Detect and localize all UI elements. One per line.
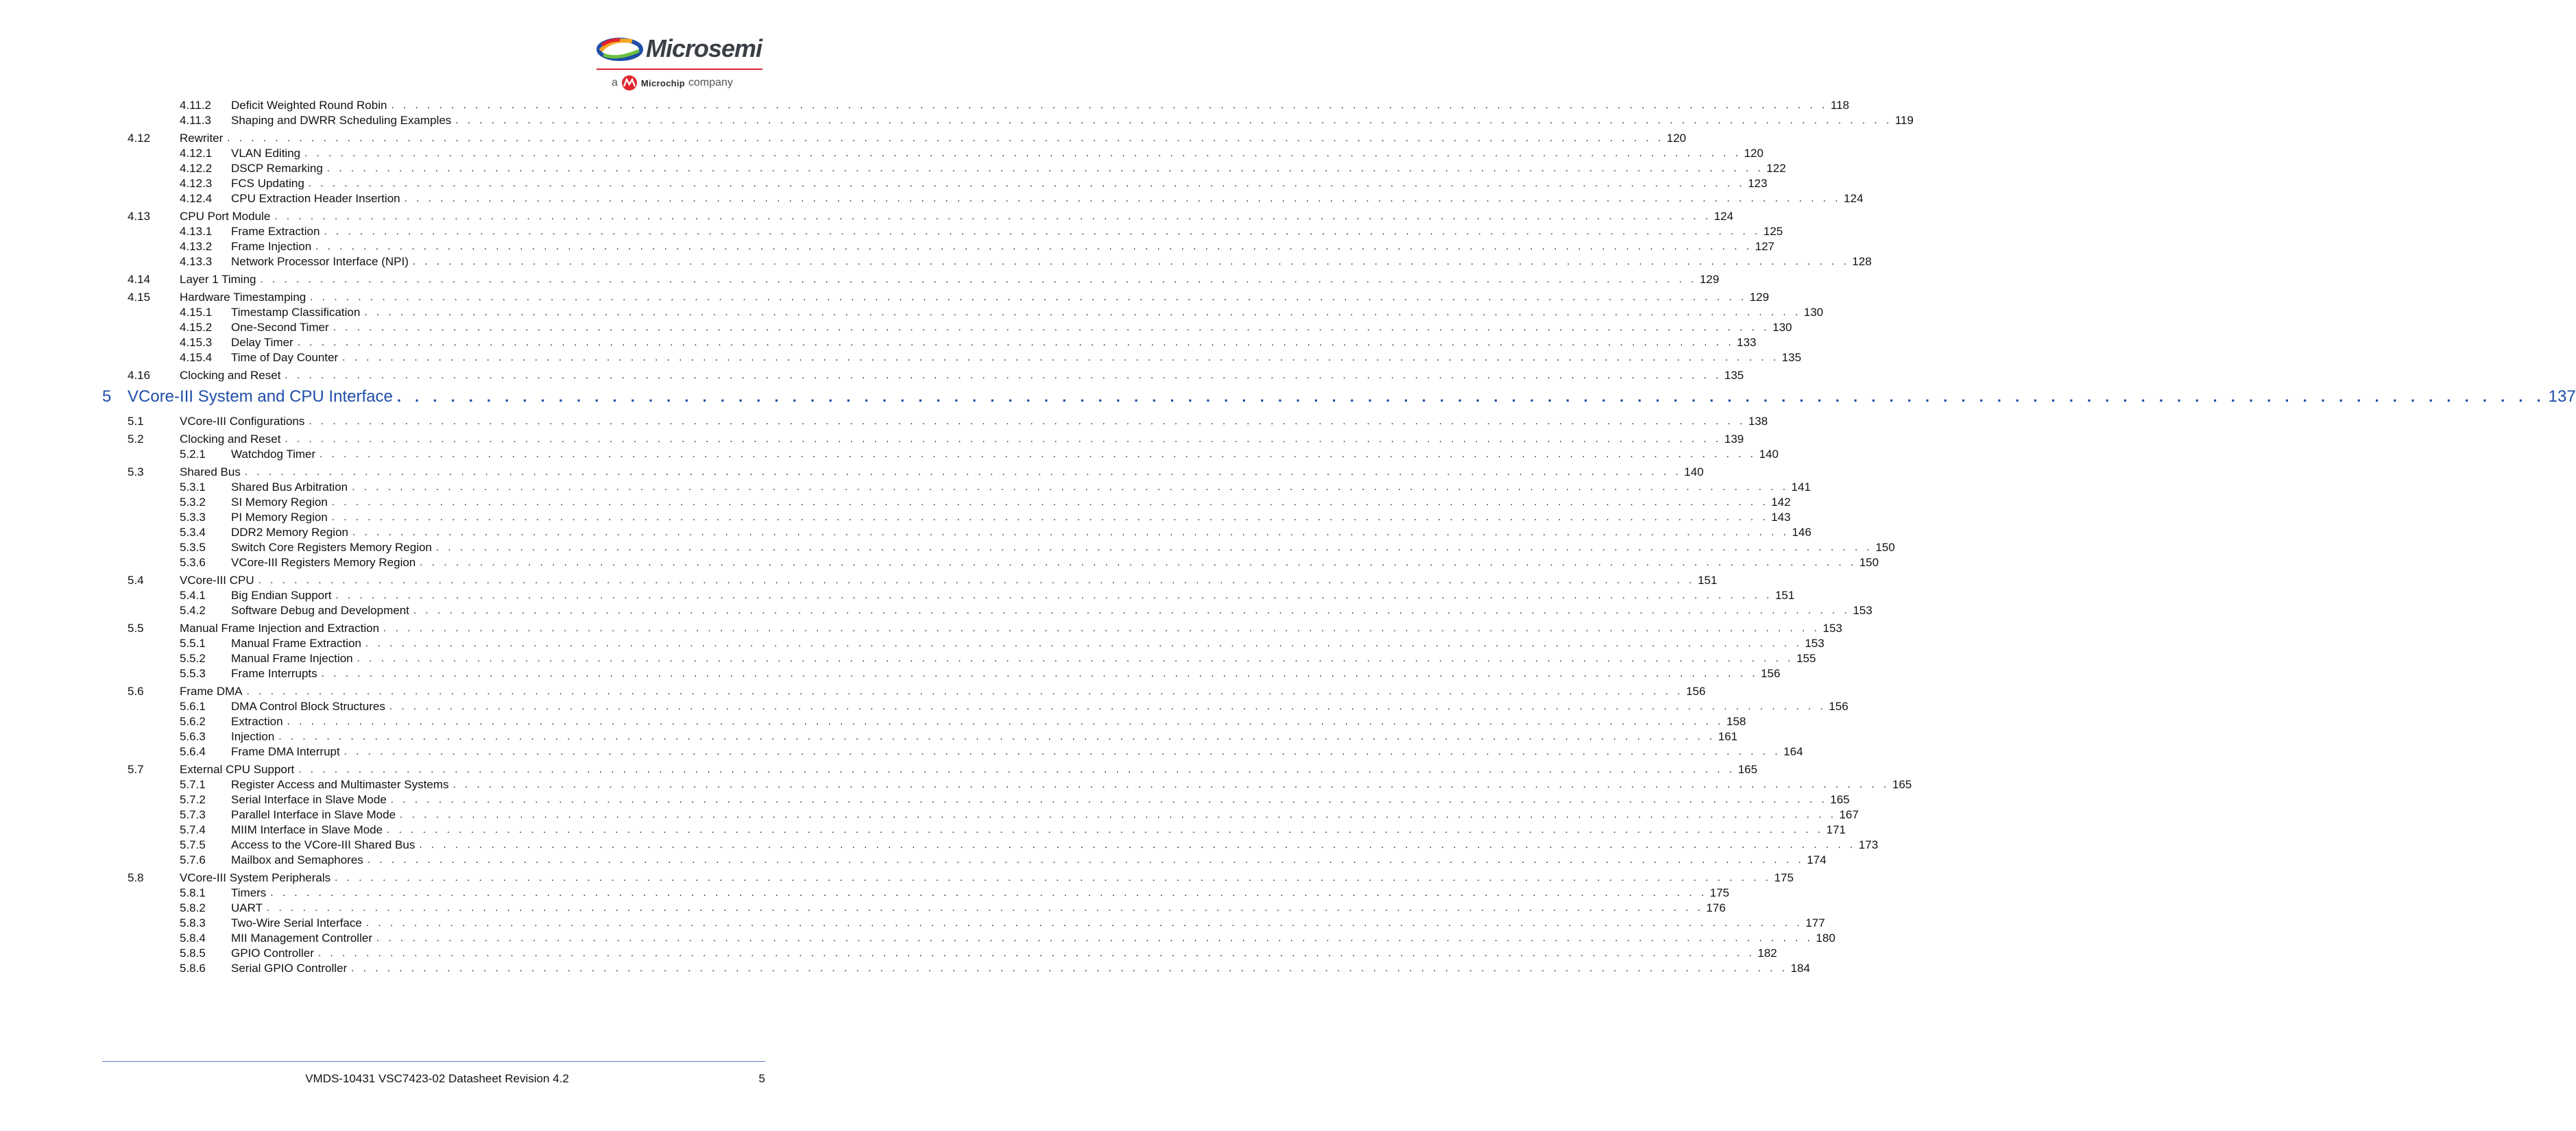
toc-section-number: 5.7.1 (180, 778, 206, 791)
toc-section-title: Access to the VCore-III Shared Bus (231, 838, 419, 852)
toc-section-title: Serial Interface in Slave Mode (231, 793, 391, 807)
toc-entry[interactable] (180, 112, 1914, 127)
toc-section-title: Watchdog Timer (231, 448, 320, 461)
toc-dot-leader: . . . . . . . . . . . . . . . . . . . . . . . . . . . . . . . . . . . . . . . . . . . . . . . . . . . . . . . . . . . . . . . . . . . . . . . . . . . . . . . . . . . . . . . . . . . . . . . . . . . . . . . . . . . . . . . . . . . . . . . . (244, 466, 1682, 478)
toc-section-number: 4.12.1 (180, 147, 213, 160)
toc-page-number: 174 (1807, 853, 1827, 866)
microsemi-logo (597, 33, 775, 95)
toc-entry[interactable] (180, 729, 1738, 744)
toc-dot-leader: . . . . . . . . . . . . . . . . . . . . . . . . . . . . . . . . . . . . . . . . . . . . . . . . . . . . . . . . . . . . . . . . . . . . . . . . . . . . . . . . . . . . . . . . . . . . . . . . . . . . . . . . . . . . . . . . . . . . . . . . (376, 932, 1814, 944)
toc-dot-leader: . . . . . . . . . . . . . . . . . . . . . . . . . . . . . . . . . . . . . . . . . . . . . . . . . . . . . . . . . . . . . . . . . . . . . . . . . . . . . . . . . . . . . . . . . . . . . . . . . . . . . . . . . . . . . . . . . . . . . . . . (413, 605, 1851, 616)
toc-section-title: Frame Interrupts (231, 667, 322, 681)
toc-page-number: 161 (1718, 730, 1738, 743)
toc-section-title: Rewriter (180, 132, 227, 145)
toc-page-number: 182 (1757, 947, 1777, 960)
toc-page-number: 146 (1792, 526, 1811, 539)
toc-page-number: 176 (1706, 901, 1726, 914)
toc-dot-leader: . . . . . . . . . . . . . . . . . . . . . . . . . . . . . . . . . . . . . . . . . . . . . . . . . . . . . . . . . . . . . . . . . . . . . . . . . . . . . . . . . . . . . . . . . . . . . . . . . . . . . . . . . . . . . . . . . . . . . . . . (321, 668, 1759, 679)
toc-dot-leader: . . . . . . . . . . . . . . . . . . . . . . . . . . . . . . . . . . . . . . . . . . . . . . . . . . . . . . . . . . . . . . . . . . . . . . . . . . . . . . . . . . . . . . . . . . . . . . . . . . . . . . . . . . . . . . . . . . . . . . . . (297, 337, 1735, 348)
toc-section-number: 5.4 (128, 574, 144, 587)
toc-entry[interactable] (128, 431, 1744, 446)
toc-page-number: 165 (1892, 778, 1912, 791)
toc-entry[interactable] (180, 524, 1811, 539)
toc-page-number: 177 (1805, 916, 1825, 929)
toc-page-number: 130 (1772, 321, 1792, 334)
toc-section-title: Layer 1 Timing (180, 273, 261, 287)
toc-section-number: 5.7.5 (180, 838, 206, 851)
toc-entry[interactable] (180, 792, 1850, 807)
toc-section-number: 4.15.4 (180, 351, 213, 364)
toc-page-number: 175 (1774, 871, 1794, 884)
toc-section-title: VCore-III System Peripherals (180, 871, 335, 885)
company-tagline (612, 75, 733, 90)
toc-entry[interactable] (180, 698, 1849, 714)
toc-section-title: Frame Injection (231, 240, 315, 254)
toc-dot-leader: . . . . . . . . . . . . . . . . . . . . . . . . . . . . . . . . . . . . . . . . . . . . . . . . . . . . . . . . . . . . . . . . . . . . . . . . . . . . . . . . . . . . . . . . . . . . . . . . . . . . . . . . . . . . . . . . . . . . . . . . (298, 764, 1735, 775)
toc-dot-leader: . . . . . . . . . . . . . . . . . . . . . . . . . . . . . . . . . . . . . . . . . . . . . . . . . . . . . . . . . . . . . . . . . . . . . . . . . . . . . . . . . . . . . . . . . . . . . . . . . . . . . . . . . . . . . . . . . . . . . . . . (351, 962, 1788, 974)
toc-section-title: Timestamp Classification (231, 306, 364, 319)
tagline-brand: Microchip (640, 77, 686, 88)
toc-section-number: 5.3.6 (180, 556, 206, 569)
toc-page-number: 139 (1724, 433, 1744, 446)
toc-section-number: 5.4.1 (180, 589, 206, 602)
toc-section-number: 5.6.4 (180, 745, 206, 758)
toc-section-number: 5.7.6 (180, 853, 206, 866)
toc-page-number: 120 (1666, 132, 1687, 145)
toc-section-number: 5.7.4 (180, 823, 206, 836)
toc-page-number: 123 (1748, 177, 1768, 190)
toc-section-title: Two-Wire Serial Interface (231, 916, 366, 930)
toc-section-number: 5.8.4 (180, 932, 206, 945)
toc-dot-leader: . . . . . . . . . . . . . . . . . . . . . . . . . . . . . . . . . . . . . . . . . . . . . . . . . . . . . . . . . . . . . . . . . . . . . . . . . . . . . . . . . . . . . . . . . . . . . . . . . . . . . . . . . . . . . . . . . . . . . . . . (287, 716, 1724, 727)
toc-section-title: MII Management Controller (231, 932, 376, 945)
toc-dot-leader: . . . . . . . . . . . . . . . . . . . . . . . . . . . . . . . . . . . . . . . . . . . . . . . . . . . . . . . . . . . . . . . . . . . . . . . . . . . . . . . . . . . . . . . . . . . . . . . . . . . . . . . . . . . . . . . . . . . . . . . . (246, 685, 1684, 697)
toc-entry[interactable] (180, 822, 1846, 837)
toc-section-number: 4.11.2 (180, 99, 212, 112)
toc-dot-leader: . . . . . . . . . . . . . . . . . . . . . . . . . . . . . . . . . . . . . . . . . . . . . . . . . . . . . . . . . . . . . . . . . . . . . . . . . . . . . . . . . . . . . . . . . . . . . . . . . . . . . . . . . . . . . . . . . . . . . . . . (320, 448, 1757, 460)
toc-entry[interactable] (180, 915, 1825, 930)
toc-entry[interactable] (180, 494, 1791, 509)
toc-dot-leader: . . . . . . . . . . . . . . . . . . . . . . . . . . . . . . . . . . . . . . . . . . . . . . . . . . . . . . . . . . . . . . . . . . . . . . . . . . . . . . . . . . . . . . . . . . . . . . . . . . . . . . . . . . . . . . . . . . . . . . . . (391, 99, 1828, 111)
toc-entry[interactable] (128, 413, 1768, 428)
toc-page-number: 122 (1766, 162, 1786, 175)
toc-section-title: Injection (231, 730, 278, 744)
toc-page-number: 120 (1744, 147, 1764, 160)
toc-section-number: 4.12.2 (180, 162, 213, 175)
toc-page-number: 158 (1726, 715, 1746, 728)
toc-entry[interactable] (180, 837, 1879, 852)
toc-section-number: 4.13.2 (180, 240, 213, 253)
toc-section-title: Network Processor Interface (NPI) (231, 255, 413, 269)
toc-dot-leader: . . . . . . . . . . . . . . . . . . . . . . . . . . . . . . . . . . . . . . . . . . . . . . . . . . . . . . . . . . . . . . . . . . . . . . . . . . . . . . . . . . . . . . . . . . . . . . . . . . . . . . . . . . . . . . . . . . . . . . . . (227, 132, 1664, 144)
toc-page-number: 133 (1737, 336, 1757, 349)
toc-section-title: PI Memory Region (231, 511, 332, 524)
toc-page-number: 156 (1761, 667, 1781, 680)
toc-entry[interactable] (128, 620, 1842, 635)
toc-section-number: 4.12.3 (180, 177, 213, 190)
toc-dot-leader: . . . . . . . . . . . . . . . . . . . . . . . . . . . . . . . . . . . . . . . . . . . . . . . . . . . . . . . . . . . . . . . . . . . . . . . . . . . . . . . . . . . . . . . . . . . . . . . . . . . . . . . . . . . . . . . . . . . . . . . . (364, 306, 1801, 318)
toc-dot-leader: . . . . . . . . . . . . . . . . . . . . . . . . . . . . . . . . . . . . . . . . . . . . . . . . . . . . . . . . . . . . . . . . . . . . . . . . . . . . . . . . . . . . . . . . . . . . . . . . . . . . . . . . . . . . . . . . . . . . . . . . (352, 526, 1790, 538)
toc-section-number: 5 (102, 387, 112, 406)
toc-entry[interactable] (180, 539, 1895, 555)
toc-section-title: VCore-III CPU (180, 574, 258, 587)
toc-entry[interactable] (128, 271, 1720, 287)
toc-section-number: 5.3.2 (180, 496, 206, 509)
toc-dot-leader: . . . . . . . . . . . . . . . . . . . . . . . . . . . . . . . . . . . . . . . . . . . . . . . . . . . . . . . . . . . . . . . . . . . . . . . . . . . . . . . . . . . . . . . . . . . . . . . . . . . . . . . . . . . . . . . . . . . . . . . . (285, 433, 1722, 445)
toc-section-title: GPIO Controller (231, 947, 318, 960)
toc-section-number: 5.5 (128, 622, 144, 635)
toc-page-number: 175 (1709, 886, 1730, 899)
toc-page-number: 135 (1781, 351, 1802, 364)
toc-section-number: 4.13.1 (180, 225, 213, 238)
toc-section-title: VLAN Editing (231, 147, 304, 160)
toc-section-title: UART (231, 901, 267, 915)
toc-entry[interactable] (180, 555, 1879, 570)
toc-section-title: DSCP Remarking (231, 162, 327, 175)
toc-section-number: 5.6.2 (180, 715, 206, 728)
toc-dot-leader: . . . . . . . . . . . . . . . . . . . . . . . . . . . . . . . . . . . . . . . . . . . . . . . . . . . . . . . . . . . . . . . . . . . . . . . . . . . . . . . . . . . . . . . . . . . . . . . . . . . . . . . . . . . . . . . . . . . . . . . . (335, 589, 1772, 601)
tagline-suffix: company (688, 77, 733, 88)
toc-page-number: 124 (1713, 210, 1734, 223)
toc-page-number: 184 (1790, 962, 1810, 975)
microsemi-swirl-icon (597, 36, 645, 63)
toc-section-title: SI Memory Region (231, 496, 332, 509)
toc-dot-leader: . . . . . . . . . . . . . . . . . . . . . . . . . . . . . . . . . . . . . . . . . . . . . . . . . . . . . . . . . . . . . . . . . . . . . . . . . . . . . . . . . . . . . . . . . . . . . . . . . . . . . . . . . . . . . . . . . . . . . . . . (352, 481, 1789, 493)
toc-page-number: 165 (1737, 763, 1758, 776)
toc-entry[interactable] (180, 509, 1791, 524)
toc-dot-leader: . . . . . . . . . . . . . . . . . . . . . . . . . . . . . . . . . . . . . . . . . . . . . . . . . . . . . . . . . . . . . . . . . . . . . . . . . . . . . . . . . . . . . . . . . . . . . . . . . . . . . . . . . . . . . . . . . . . . . . . . (335, 872, 1772, 884)
toc-dot-leader: . . . . . . . . . . . . . . . . . . . . . . . . . . . . . . . . . . . . . . . . . . . . . . . . . . . . . . . . . . . . . . . . . . . . . . . . . . . . . . . . . . . . . . . . . . . . . . . . . . . . . . . . . . . . . . . . . . . . . . . . (453, 779, 1890, 790)
toc-dot-leader: . . . . . . . . . . . . . . . . . . . . . . . . . . . . . . . . . . . . . . . . . . . . . . . . . . . . . . . . . . . . . . . . . . . . . . . . . . . . . . . . . . . . . . . . . . . . . . . . . . . . . . . . . . . . . . . . . . . . . . . . (331, 496, 1769, 508)
toc-section-number: 4.14 (128, 273, 151, 286)
toc-section-title: Switch Core Registers Memory Region (231, 541, 436, 555)
toc-dot-leader: . . . . . . . . . . . . . . . . . . . . . . . . . . . . . . . . . . . . . . . . . . . . . . . . . . . . . . . . . . . . . . . . . . . . . . . . . . . . . . . . . . . . . . . . . . . . . . . . . . . . . . . . . . . . . . . . . . . . . . . . (274, 210, 1711, 222)
toc-page-number: 151 (1774, 589, 1795, 602)
toc-section-number: 4.15.1 (180, 306, 213, 319)
toc-section-title: Clocking and Reset (180, 433, 285, 446)
toc-entry[interactable] (128, 367, 1744, 382)
toc-dot-leader: . . . . . . . . . . . . . . . . . . . . . . . . . . . . . . . . . . . . . . . . . . . . . . . . . . . . . . . . . . . . . . . . . . . . . . . . . . . . . . . . . . . . . . . . . . . . . . . . . . . . . . . . . . . . . . . . . . . . . . . . (333, 321, 1770, 333)
toc-page-number: 129 (1699, 273, 1720, 286)
logo-divider (597, 69, 762, 70)
toc-section-number: 4.13.3 (180, 255, 213, 268)
toc-page-number: 173 (1858, 838, 1879, 851)
toc-section-number: 5.7.2 (180, 793, 206, 806)
toc-section-number: 5.1 (128, 415, 144, 428)
toc-section-title: Register Access and Multimaster Systems (231, 778, 453, 792)
toc-dot-leader: . . . . . . . . . . . . . . . . . . . . . . . . . . . . . . . . . . . . . . . . . . . . . . . . . . . . . . . . . . . . . . . . . . . . . . . . . . . . . . . . . . . . . . . . . . . . . . . . . . . . . . . . . . . . . . . . . . . . . . . . (365, 637, 1803, 649)
toc-section-title: Clocking and Reset (180, 369, 285, 382)
toc-entry[interactable] (180, 930, 1835, 945)
toc-dot-leader: . . . . . . . . . . . . . . . . . . . . . . . . . . . . . . . . . . . . . . . . . . . . . . . . . . . . . . . . . . . . . . . . . . . . . . . . . . . . . . . . . . . . . . . . . . . . . . . . . . . . . . . . . . . . . . . . . . . . . . . . (420, 557, 1857, 568)
toc-entry[interactable] (180, 744, 1803, 759)
toc-entry[interactable] (128, 208, 1734, 223)
toc-entry[interactable] (180, 852, 1827, 867)
toc-section-number: 5.3.3 (180, 511, 206, 524)
toc-page-number: 137 (2548, 387, 2576, 406)
toc-dot-leader: . . . . . . . . . . . . . . . . . . . . . . . . . . . . . . . . . . . . . . . . . . . . . . . . . . . . . . . . . . . . . . . . . . . . . . . . . . . . . . . . . . . . . . . . . . . . . . . . . . . . . . . . . . . . . . . . . . . . . . . . (315, 241, 1753, 252)
toc-entry[interactable] (180, 335, 1757, 350)
toc-section-number: 5.7 (128, 763, 144, 776)
toc-section-number: 5.8.6 (180, 962, 206, 975)
toc-section-title: VCore-III Configurations (180, 415, 309, 428)
toc-page-number: 156 (1686, 685, 1706, 698)
toc-section-title: CPU Port Module (180, 210, 274, 223)
toc-page-number: 180 (1816, 932, 1835, 945)
toc-dot-leader: . . . . . . . . . . . . . . . . . . . . . . . . . . . . . . . . . . . . . . . . . . . . . . . . . . . . . . . . . . . . . . . . . . . . . . . . . . . . . . . . . . . . . . . . . . . . . . . . . . . . . . . . . . . . . . . . . . . . . . . . (365, 917, 1803, 929)
toc-dot-leader: . . . . . . . . . . . . . . . . . . . . . . . . . . . . . . . . . . . . . . . . . . . . . . . . . . . . . . . . . . . . . . . . . . . . . . . . . . . . . . . . . . . . . . . . . . . . . . . . . . . . . . . . . . . . . . . . . . . . . . . . (383, 622, 1820, 634)
toc-dot-leader: . . . . . . . . . . . . . . . . . . . . . . . . . . . . . . . . . . . . . . . . . . . . . . . . . . . . . . . . . . . . . . . . . . . . . . . . . . . . . . . . . . . . . . . . . . . . . . . . . . . . . . . . . . . . . . . . . . . . . . . . (331, 511, 1769, 523)
toc-section-number: 5.2 (128, 433, 144, 446)
toc-chapter-entry[interactable] (102, 386, 2576, 406)
toc-page-number: 171 (1826, 823, 1846, 836)
toc-section-title: Hardware Timestamping (180, 291, 310, 304)
toc-dot-leader: . . . . . . . . . . . . . . . . . . . . . . . . . . . . . . . . . . . . . . . . . . . . . . . . . . . . . . . . . . . . . . . . . . . . . . . . . . . . . . . . . . . . . . . . . . . . . . . . . . . . . . . . . . . . . . . . . . . . . . . . (367, 854, 1805, 866)
toc-section-title: Software Debug and Development (231, 604, 413, 618)
toc-section-title: Shaping and DWRR Scheduling Examples (231, 114, 455, 127)
toc-dot-leader: . . . . . . . . . . . . . . . . . . . . . . . . . . . . . . . . . . . . . . . . . . . . . . . . . . . . . . . . . . . . . . . . . . . . . . . . . . . . . . . . . . . . . . . . . . . . . . . . . . . . . . . . . . . . . . . . . . . . . . . . (326, 162, 1764, 174)
toc-section-title: Parallel Interface in Slave Mode (231, 808, 400, 822)
toc-dot-leader: . . . . . . . . . . . . . . . . . . . . . . . . . . . . . . . . . . . . . . . . . . . . . . . . . . . . . . . . . . . . . . . . . . . . . . . . . . . . . . . . . . . . . . . . . . . . . . . . . . . . . . . . . . . . . . . . . . . . . . . . (260, 273, 1697, 285)
toc-dot-leader: . . . . . . . . . . . . . . . . . . . . . . . . . . . . . . . . . . . . . . . . . . . . . . . . . . . . . . . . . . . . . . . . . . . . . . . . . . . . . . . . . . . . . . . . . . . . . . . . . . . . . . . . . . . . . . . . . . . . . . . . (266, 902, 1704, 914)
toc-page-number: 156 (1829, 700, 1849, 713)
toc-dot-leader: . . . . . . . . . . . . . . . . . . . . . . . . . . . . . . . . . . . . . . . . . . . . . . . . . . . . . . . . . . . . . . . . . . . . . . . . . . . . . . . . . . . . . . . . . . . . . . . . . . . . . . . . . . . . . . . . . . . . . . . . (308, 178, 1746, 189)
toc-dot-leader: . . . . . . . . . . . . . . . . . . . . . . . . . . . . . . . . . . . . . . . . . . . . . . . . . . . . . . . . . . . . . . . . . . . . . . . . . . . . . . . . . . . . . . . . . . . . . . . . . . . . . . . . . . . . . . . . . . . . . . . . (258, 574, 1696, 586)
toc-page-number: 143 (1771, 511, 1791, 524)
toc-section-title: CPU Extraction Header Insertion (231, 192, 405, 206)
footer-divider (102, 1061, 765, 1062)
toc-dot-leader: . . . . . . . . . . . . . . . . . . . . . . . . . . . . . . . . . . . . . . . . . . . . . . . . . . . . . . . . . . . . . . . . . . . . . . . . . . . . . . . . . . . . . . . . . . . . . . . . . . . . . . . . . . . . . . . . . . . . . . . . (412, 256, 1850, 267)
toc-page-number: 153 (1805, 637, 1825, 650)
toc-page-number: 135 (1724, 369, 1744, 382)
toc-section-number: 4.13 (128, 210, 151, 223)
toc-page-number: 155 (1796, 652, 1816, 665)
toc-page-number: 140 (1759, 448, 1779, 461)
toc-entry[interactable] (180, 945, 1777, 960)
toc-entry[interactable] (180, 145, 1764, 160)
toc-entry[interactable] (180, 239, 1774, 254)
toc-section-title: Manual Frame Injection (231, 652, 357, 666)
toc-page-number: 151 (1698, 574, 1718, 587)
toc-dot-leader: . . . . . . . . . . . . . . . . . . . . . . . . . . . . . . . . . . . . . . . . . . . . . . . . . . . . . . . . . . . . . . . . . . . . . . . . . . . . . . . . . . . . . . . . . . . . . . . . . . . . . . . . . . . . . . . . . . . . . . . . (278, 731, 1716, 742)
toc-entry[interactable] (128, 464, 1704, 479)
toc-section-number: 5.5.1 (180, 637, 206, 650)
toc-dot-leader: . . . . . . . . . . . . . . . . . . . . . . . . . . . . . . . . . . . . . . . . . . . . . . . . . . . . . . . . . . . . . . . . . . . . . . . . . . . . . . . . . . . . . . . . . . . . . . . . . . . . . . . . . . . . . . . . . . . . . . . . (404, 193, 1842, 204)
tagline-prefix: a (612, 77, 618, 88)
toc-section-number: 5.3.4 (180, 526, 206, 539)
toc-section-number: 4.15 (128, 291, 151, 304)
toc-dot-leader: . . . . . . . . . . . . . . . . . . . . . . . . . . . . . . . . . . . . . . . . . . . . . . . . . . . . . . . . . . . . . . . . . . . . . . . . . . . . . . . . . . . . . . . . . . . . . . . . . . . . . . . . . . . . . . . . . . . . . . . . (317, 947, 1755, 959)
toc-section-title: Shared Bus (180, 465, 245, 479)
toc-entry[interactable] (180, 666, 1781, 681)
toc-entry[interactable] (180, 479, 1811, 494)
toc-dot-leader: . . . . . . . . . . . . . . . . . . . . . . . . . . . . . . . . . . . . . . . . . . . . . . . . . . . . . . . . . . . . . . . . . . . . . . . . . . . . . . . . . . . . . . . . . . . . . . . . . . . . . . . . . . . . . . . . . . . . . . . . (455, 114, 1892, 126)
toc-dot-leader: . . . . . . . . . . . . . . . . . . . . . . . . . . . . . . . . . . . . . . . . . . . . . . . . . . . . . . . . . . . . . . . . . . . . . . . . . . . . . . . . . . . . . . . . . . . . . . . . . . . . . . . . . . . . . . . . . . . . . . . . (357, 653, 1794, 664)
toc-entry[interactable] (180, 635, 1825, 650)
toc-dot-leader: . . . . . . . . . . . . . . . . . . . . . . . . . . . . . . . . . . . . . . . . . . . . . . . . . . . . . . . . . . . . . . . . . . . . . . . . . . . . . . . . . . . . . . . . . . . . . . . . . . . . . . . . . . . . . . . . . . . . . . . . (400, 809, 1837, 820)
toc-section-number: 5.4.2 (180, 604, 206, 617)
toc-entry[interactable] (128, 870, 1794, 885)
toc-section-title: MIIM Interface in Slave Mode (231, 823, 387, 837)
toc-section-title: VCore-III Registers Memory Region (231, 556, 420, 570)
toc-page-number: 167 (1839, 808, 1859, 821)
toc-entry[interactable] (180, 603, 1873, 618)
toc-section-number: 5.3.1 (180, 481, 206, 494)
toc-section-title: DDR2 Memory Region (231, 526, 352, 539)
toc-dot-leader: . . . . . . . . . . . . . . . . . . . . . . . . . . . . . . . . . . . . . . . . . . . . . . . . . . . . . . . . . . . . . . . . . . . . . . . . . . . . . . . . . . . . . . . . . . . . . . . . . . . . . . . . . . . . . . . . . . . . . . . . (419, 839, 1856, 851)
toc-section-number: 5.8.1 (180, 886, 206, 899)
toc-section-title: Shared Bus Arbitration (231, 481, 352, 494)
toc-entry[interactable] (180, 191, 1864, 206)
toc-dot-leader: . . . . . . . . . . . . . . . . . . . . . . . . . . . . . . . . . . . . . . . . . . . . . . . . . . . . . . . . . . . . . . . . . . . . . . . . . . . . . . . . . . . . . . . . . . . . . . . . . . . . . . . . . . . . . . . . . . . . . . . . (342, 352, 1779, 363)
toc-entry[interactable] (180, 319, 1792, 335)
brand-name: Microsemi (646, 34, 762, 62)
toc-entry[interactable] (128, 130, 1687, 145)
toc-section-number: 5.7.3 (180, 808, 206, 821)
toc-page-number: 165 (1830, 793, 1850, 806)
footer-doc-title: VMDS-10431 VSC7423-02 Datasheet Revision 4.2 (305, 1072, 569, 1085)
toc-dot-leader: . . . . . . . . . . . . . . . . . . . . . . . . . . . . . . . . . . . . . . . . . . . . . . . . . . . . . . . . . . . . . . . . . . . . . . . . . . . . . . . . . . . . . . . . . . . . . . . . . . . . . . . . . . . . . . . . . . . . . . . . (285, 369, 1722, 381)
toc-entry[interactable] (180, 254, 1872, 269)
toc-section-number: 5.3.5 (180, 541, 206, 554)
toc-dot-leader: . . . . . . . . . . . . . . . . . . . . . . . . . . . . . . . . . . . . . . . . . . . . . . . . . . . . . . . . . . . . . . . . . . . . . . . . . . . . . . . . . . . . . . . . . . . . . . . . . . . . . . . . . . . . . . . . . . . . . . . . (387, 824, 1824, 836)
toc-page-number: 128 (1852, 255, 1872, 268)
toc-section-title: Serial GPIO Controller (231, 962, 351, 975)
toc-section-title: DMA Control Block Structures (231, 700, 389, 714)
toc-dot-leader: . . . . . . . . . . . . . . . . . . . . . . . . . . . . . . . . . . . . . . . . . . . . . . . . . . . . . . . . . . . . . . . . . . . . . . . . . . . . . . . . . . . . . . . . . . . . . . . . . . . . . . . . . . . . . . . . . . . . . . . . (389, 701, 1827, 712)
toc-section-number: 5.6.1 (180, 700, 206, 713)
toc-section-number: 4.12 (128, 132, 151, 145)
toc-entry[interactable] (128, 289, 1770, 304)
toc-section-number: 5.5.3 (180, 667, 206, 680)
toc-section-number: 4.15.2 (180, 321, 213, 334)
toc-entry[interactable] (128, 762, 1758, 777)
toc-page-number: 164 (1783, 745, 1803, 758)
toc-section-title: External CPU Support (180, 763, 298, 777)
toc-entry[interactable] (180, 587, 1795, 603)
toc-page-number: 130 (1803, 306, 1824, 319)
toc-entry[interactable] (128, 572, 1718, 587)
toc-section-number: 4.15.3 (180, 336, 213, 349)
toc-entry[interactable] (180, 446, 1779, 461)
toc-page-number: 153 (1822, 622, 1842, 635)
toc-section-title: VCore-III System and CPU Interface (128, 387, 393, 406)
toc-section-number: 4.12.4 (180, 192, 213, 205)
toc-dot-leader: . . . . . . . . . . . . . . . . . . . . . . . . . . . . . . . . . . . . . . . . . . . . . . . . . . . . . . . . . . . . . . . . . . . . . . . . . . . . . . . . . . . . . . . . . . . . . . . . . . . . . . . . . . . . . . . . . . . . . . . . (270, 887, 1707, 899)
toc-section-title: Big Endian Support (231, 589, 336, 603)
toc-page-number: 125 (1763, 225, 1783, 238)
toc-section-number: 5.5.2 (180, 652, 206, 665)
toc-dot-leader: . . . . . . . . . . . . . . . . . . . . . . . . . . . . . . . . . . . . . . . . . . . . . . . . . . . . . . . . . . . . . . . . . . . . . . . . . . . . . . . . . . . . . . . . . . . . . . . . . . . . . . . . . . . . . . . . . . . . . . . . (309, 415, 1746, 427)
toc-section-title: Timers (231, 886, 270, 900)
toc-section-title: Deficit Weighted Round Robin (231, 99, 391, 112)
toc-entry[interactable] (180, 350, 1802, 365)
toc-page-number: 140 (1684, 465, 1704, 478)
toc-section-title: Frame DMA (180, 685, 247, 698)
toc-section-number: 5.8.2 (180, 901, 206, 914)
toc-entry[interactable] (180, 885, 1730, 900)
toc-section-number: 5.3 (128, 465, 144, 478)
toc-page-number: 150 (1875, 541, 1895, 554)
toc-page-number: 150 (1859, 556, 1879, 569)
toc-page-number: 118 (1830, 99, 1849, 112)
microchip-logo-icon (621, 75, 638, 90)
footer-page-number: 5 (758, 1072, 765, 1085)
toc-entry[interactable] (180, 807, 1859, 822)
toc-section-number: 4.11.3 (180, 114, 212, 127)
toc-entry[interactable] (128, 683, 1706, 698)
toc-section-title: Delay Timer (231, 336, 298, 350)
toc-section-number: 5.8 (128, 871, 144, 884)
toc-section-number: 5.8.3 (180, 916, 206, 929)
toc-section-title: Frame DMA Interrupt (231, 745, 344, 759)
toc-page-number: 141 (1791, 481, 1811, 494)
toc-entry[interactable] (180, 97, 1849, 112)
toc-section-number: 5.2.1 (180, 448, 206, 461)
toc-entry[interactable] (180, 900, 1726, 915)
toc-section-title: One-Second Timer (231, 321, 333, 335)
toc-entry[interactable] (180, 304, 1824, 319)
toc-entry[interactable] (180, 777, 1912, 792)
toc-dot-leader: . . . . . . . . . . . . . . . . . . . . . . . . . . . . . . . . . . . . . . . . . . . . . . . . . . . . . . . . . . . . . . . . . . . . . . . . . . . . . . . . . . . . . . . . . . . . . . . . . . . . . . . . . . . . . . . . . . . . . . . . (304, 147, 1742, 159)
toc-page-number: 138 (1748, 415, 1768, 428)
toc-section-title: FCS Updating (231, 177, 309, 191)
toc-dot-leader: . . . . . . . . . . . . . . . . . . . . . . . . . . . . . . . . . . . . . . . . . . . . . . . . . . . . . . . . . . . . . . . . . . . . . . . . . . . . . . . . . . . . . . . . . . . . . . . . . . . . . . . . . . . . . . . . . . . . . . . . (344, 746, 1781, 757)
toc-section-title: Time of Day Counter (231, 351, 342, 365)
toc-dot-leader: . . . . . . . . . . . . . . . . . . . . . . . . . . . . . . . . . . . . . . . . . . . . . . . . . . . . . . . . . . . . . . . . . . . . . . . . . . . . . . . . . . . . . . . . . . . . . . . . . . . . . . . . . . . . . . . . . . . . . . . . (390, 794, 1828, 805)
toc-section-title: Manual Frame Injection and Extraction (180, 622, 383, 635)
toc-page-number: 129 (1749, 291, 1770, 304)
toc-entry[interactable] (180, 650, 1816, 666)
toc-section-title: Extraction (231, 715, 287, 729)
toc-entry[interactable] (180, 175, 1768, 191)
toc-section-title: Mailbox and Semaphores (231, 853, 368, 867)
toc-dot-leader: . . . . . . . . . . . . . . . . . . . . . . . . . . . . . . . . . . . . . . . . . . . . . . . . . . . . . . . . . . . . . . . . . . . . . . . . . . . . . . . . . . . . . . . . . . . . . . . . . . . . . . . . . . . . . . . . . . . . . . . . (396, 388, 2546, 405)
toc-page-number: 153 (1853, 604, 1873, 617)
toc-section-number: 5.6 (128, 685, 144, 698)
toc-entry[interactable] (180, 714, 1746, 729)
toc-entry[interactable] (180, 960, 1810, 975)
toc-dot-leader: . . . . . . . . . . . . . . . . . . . . . . . . . . . . . . . . . . . . . . . . . . . . . . . . . . . . . . . . . . . . . . . . . . . . . . . . . . . . . . . . . . . . . . . . . . . . . . . . . . . . . . . . . . . . . . . . . . . . . . . . (435, 542, 1873, 553)
toc-section-number: 5.8.5 (180, 947, 206, 960)
toc-page-number: 127 (1755, 240, 1774, 253)
toc-entry[interactable] (180, 223, 1783, 239)
toc-page-number: 142 (1771, 496, 1791, 509)
toc-section-number: 4.16 (128, 369, 151, 382)
toc-page-number: 124 (1844, 192, 1864, 205)
toc-dot-leader: . . . . . . . . . . . . . . . . . . . . . . . . . . . . . . . . . . . . . . . . . . . . . . . . . . . . . . . . . . . . . . . . . . . . . . . . . . . . . . . . . . . . . . . . . . . . . . . . . . . . . . . . . . . . . . . . . . . . . . . . (310, 291, 1747, 303)
toc-section-number: 5.6.3 (180, 730, 206, 743)
toc-page-number: 119 (1894, 114, 1914, 127)
toc-entry[interactable] (180, 160, 1786, 175)
toc-section-title: Manual Frame Extraction (231, 637, 365, 650)
toc-dot-leader: . . . . . . . . . . . . . . . . . . . . . . . . . . . . . . . . . . . . . . . . . . . . . . . . . . . . . . . . . . . . . . . . . . . . . . . . . . . . . . . . . . . . . . . . . . . . . . . . . . . . . . . . . . . . . . . . . . . . . . . . (324, 226, 1761, 237)
toc-section-title: Frame Extraction (231, 225, 324, 239)
